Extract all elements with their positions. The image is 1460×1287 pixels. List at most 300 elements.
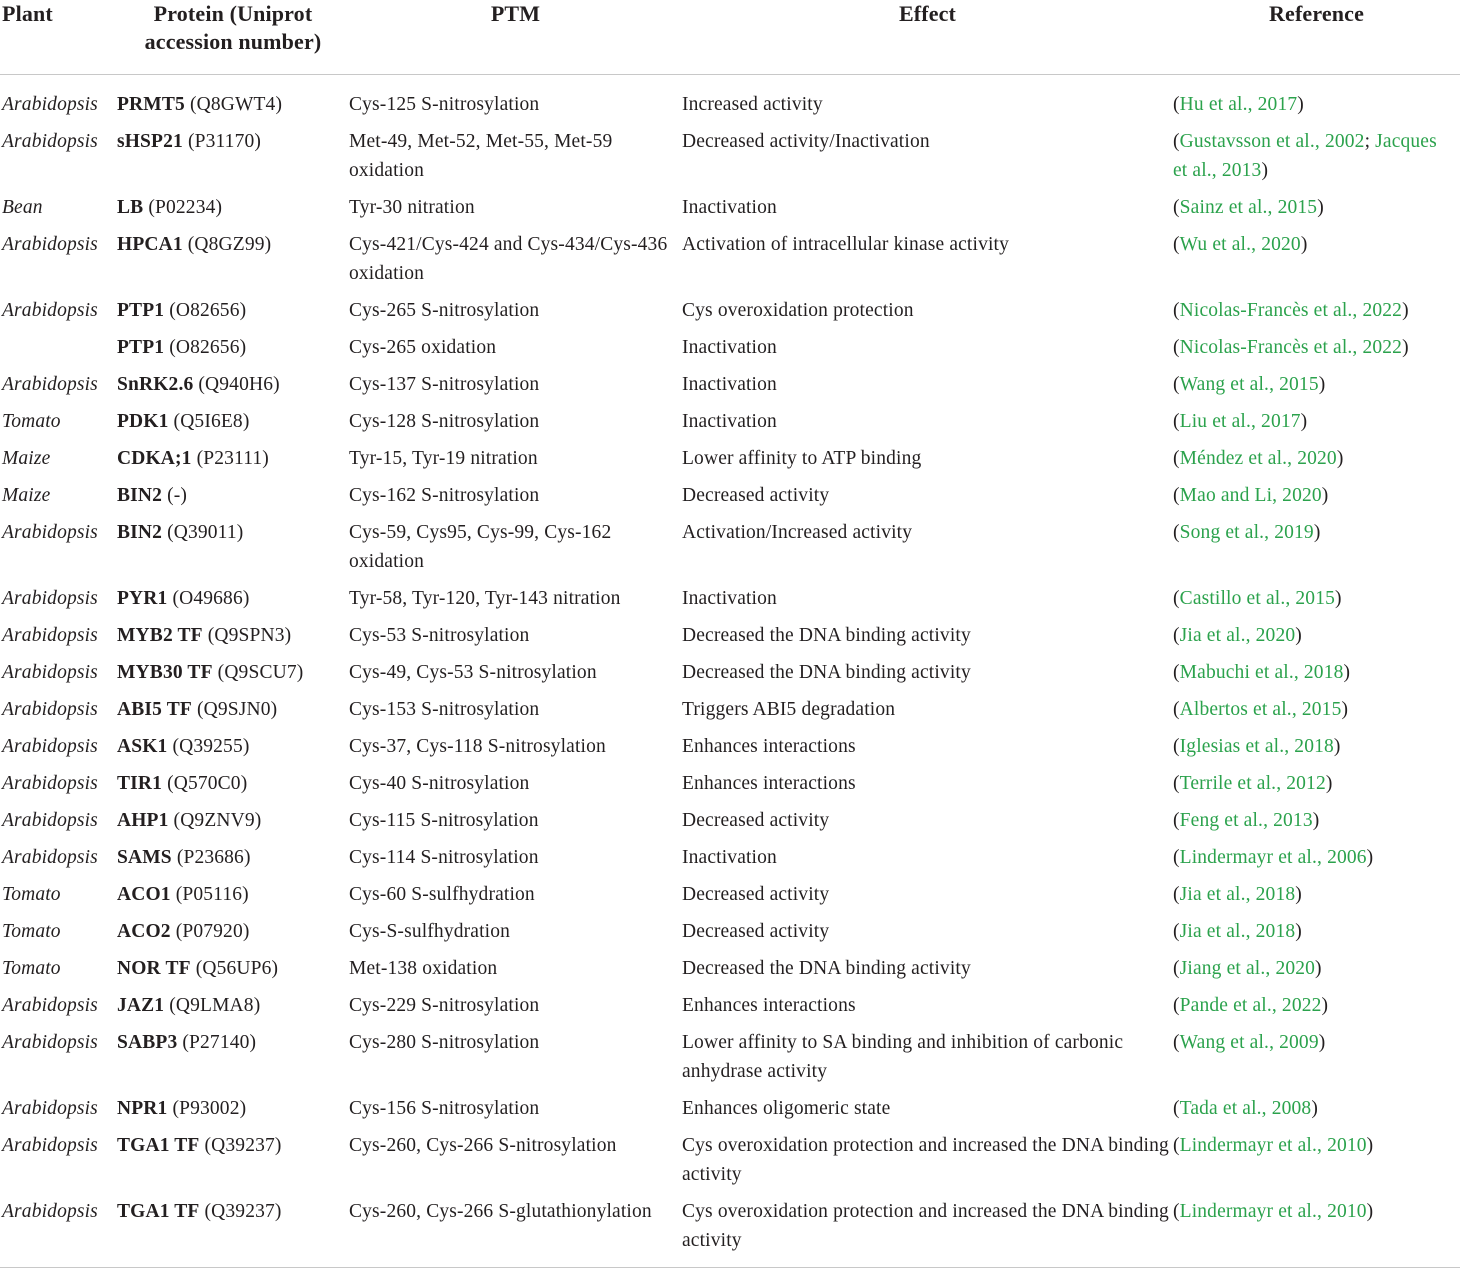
accession-number: (Q8GWT4)	[189, 94, 283, 115]
ref-close-paren: )	[1297, 94, 1304, 115]
accession-number: (O82656)	[169, 300, 247, 321]
protein-name: PDK1	[117, 411, 169, 432]
ref-open-paren: (	[1173, 884, 1180, 905]
reference-cell	[1173, 1193, 1460, 1268]
ptm-cell: Cys-59, Cys95, Cys-99, Cys-162 oxidation	[349, 522, 612, 572]
plant-cell: Arabidopsis	[2, 588, 98, 609]
protein-cell	[117, 765, 349, 802]
plant-cell: Arabidopsis	[2, 234, 98, 255]
effect-cell: Activation of intracellular kinase activity	[682, 234, 1010, 255]
protein-cell	[117, 691, 349, 728]
plant-cell: Arabidopsis	[0, 1193, 117, 1268]
protein-name: NOR TF	[117, 958, 191, 979]
plant-cell: Arabidopsis	[2, 847, 98, 868]
protein-name: LB	[117, 197, 144, 218]
plant-cell: Arabidopsis	[2, 736, 98, 757]
reference-cell	[1173, 1127, 1460, 1193]
ptm-cell: Cys-421/Cys-424 and Cys-434/Cys-436 oxidation	[349, 234, 668, 284]
citation-link[interactable]: Wang et al., 2015	[1179, 374, 1319, 395]
reference-cell	[1173, 189, 1460, 226]
plant-cell: Maize	[2, 485, 51, 506]
table-body	[0, 75, 1460, 1268]
citation-link[interactable]: Jia et al., 2018	[1179, 921, 1296, 942]
ref-open-paren: (	[1173, 448, 1180, 469]
accession-number: (Q8GZ99)	[187, 234, 272, 255]
ptm-cell: Cys-156 S-nitrosylation	[349, 1098, 540, 1119]
table-row	[0, 1127, 1460, 1193]
ref-close-paren: )	[1402, 300, 1409, 321]
effect-cell: Inactivation	[682, 374, 777, 395]
table-row	[0, 403, 1460, 440]
ref-open-paren: (	[1173, 847, 1180, 868]
accession-number: (Q9ZNV9)	[173, 810, 262, 831]
ref-close-paren: )	[1341, 699, 1349, 720]
ref-close-paren: )	[1366, 847, 1374, 868]
ptm-cell: Cys-162 S-nitrosylation	[349, 485, 540, 506]
citation-link[interactable]: Iglesias et al., 2018	[1179, 736, 1334, 757]
citation-link[interactable]: Sainz et al., 2015	[1179, 197, 1318, 218]
accession-number: (Q570C0)	[167, 773, 248, 794]
table-row	[0, 617, 1460, 654]
protein-name: JAZ1	[117, 995, 165, 1016]
protein-cell	[117, 617, 349, 654]
effect-cell: Enhances interactions	[682, 773, 856, 794]
ref-close-paren: )	[1318, 374, 1326, 395]
ref-close-paren: )	[1300, 234, 1308, 255]
table-row	[0, 440, 1460, 477]
table-row	[0, 366, 1460, 403]
ref-close-paren: )	[1300, 411, 1308, 432]
plant-cell: Arabidopsis	[2, 810, 98, 831]
plant-cell: Arabidopsis	[2, 1098, 98, 1119]
protein-cell	[117, 1127, 349, 1193]
protein-cell	[117, 987, 349, 1024]
citation-link[interactable]: Albertos et al., 2015	[1179, 699, 1342, 720]
ref-close-paren: )	[1317, 197, 1324, 218]
reference-cell	[1173, 987, 1460, 1024]
effect-cell: Decreased activity	[682, 884, 830, 905]
ref-close-paren: )	[1295, 625, 1302, 646]
ref-open-paren: (	[1173, 337, 1180, 358]
ref-open-paren: (	[1173, 736, 1180, 757]
ref-open-paren: (	[1173, 94, 1180, 115]
table-row	[0, 1090, 1460, 1127]
ref-open-paren: (	[1173, 522, 1180, 543]
header-protein-line2: accession number)	[144, 29, 322, 54]
ref-open-paren: (	[1173, 625, 1180, 646]
plant-cell: Arabidopsis	[2, 625, 98, 646]
reference-cell	[1173, 913, 1460, 950]
protein-cell	[117, 580, 349, 617]
plant-cell: Arabidopsis	[2, 1032, 98, 1053]
protein-name: NPR1	[117, 1098, 168, 1119]
ptm-cell: Cys-137 S-nitrosylation	[349, 374, 540, 395]
ref-close-paren: )	[1315, 958, 1322, 979]
protein-name: PYR1	[117, 588, 168, 609]
ref-close-paren: )	[1366, 1201, 1374, 1222]
accession-number: (Q39237)	[204, 1201, 282, 1222]
plant-cell: Arabidopsis	[2, 522, 98, 543]
table-row	[0, 876, 1460, 913]
protein-cell	[117, 1024, 349, 1090]
protein-cell	[117, 189, 349, 226]
protein-name: ACO1	[117, 884, 171, 905]
reference-cell	[1173, 75, 1460, 124]
protein-cell	[117, 950, 349, 987]
accession-number: (P27140)	[182, 1032, 257, 1053]
citation-link[interactable]: Nicolas-Francès et al., 2022	[1179, 337, 1403, 358]
protein-name: BIN2	[117, 485, 163, 506]
plant-cell: Maize	[2, 448, 51, 469]
ref-close-paren: )	[1321, 485, 1329, 506]
ref-open-paren: (	[1173, 773, 1180, 794]
table-row	[0, 691, 1460, 728]
reference-cell	[1173, 292, 1460, 329]
ptm-cell: Cys-40 S-nitrosylation	[349, 773, 530, 794]
protein-name: SnRK2.6	[117, 374, 194, 395]
reference-cell	[1173, 477, 1460, 514]
protein-cell	[117, 403, 349, 440]
ptm-cell: Cys-115 S-nitrosylation	[349, 810, 539, 831]
ref-open-paren: (	[1173, 1135, 1180, 1156]
effect-cell: Decreased the DNA binding activity	[682, 662, 971, 683]
accession-number: (Q39011)	[167, 522, 244, 543]
table-row	[0, 580, 1460, 617]
table-row	[0, 123, 1460, 189]
header-effect: Effect	[682, 0, 1173, 75]
plant-cell: Arabidopsis	[2, 773, 98, 794]
accession-number: (Q940H6)	[198, 374, 280, 395]
reference-cell	[1173, 839, 1460, 876]
plant-cell: Arabidopsis	[2, 374, 98, 395]
protein-name: MYB30 TF	[117, 662, 213, 683]
citation-link[interactable]: Lindermayr et al., 2010	[1179, 1201, 1367, 1222]
citation-link-2[interactable]: Jacques et al., 2013	[1173, 131, 1437, 181]
reference-cell	[1173, 802, 1460, 839]
reference-cell	[1173, 1090, 1460, 1127]
protein-name: PRMT5	[117, 94, 185, 115]
ref-open-paren: (	[1173, 197, 1180, 218]
ref-open-paren: (	[1173, 810, 1180, 831]
protein-cell	[117, 654, 349, 691]
ptm-cell: Cys-265 oxidation	[349, 337, 497, 358]
ptm-cell: Cys-114 S-nitrosylation	[349, 847, 539, 868]
table-row	[0, 189, 1460, 226]
ptm-cell: Cys-265 S-nitrosylation	[349, 300, 540, 321]
citation-link[interactable]: Méndez et al., 2020	[1179, 448, 1337, 469]
protein-cell	[117, 1090, 349, 1127]
citation-link[interactable]: Wang et al., 2009	[1179, 1032, 1319, 1053]
citation-link[interactable]: Song et al., 2019	[1179, 522, 1314, 543]
ref-open-paren: (	[1173, 411, 1180, 432]
ref-open-paren: (	[1173, 995, 1180, 1016]
effect-cell: Decreased activity	[682, 810, 830, 831]
table-row	[0, 950, 1460, 987]
effect-cell: Enhances interactions	[682, 995, 856, 1016]
effect-cell: Inactivation	[682, 197, 777, 218]
reference-cell	[1173, 514, 1460, 580]
ptm-cell: Tyr-30 nitration	[349, 197, 475, 218]
ref-close-paren: )	[1312, 810, 1320, 831]
effect-cell: Cys overoxidation protection and increased the DNA binding activity	[682, 1135, 1169, 1185]
ref-open-paren: (	[1173, 1032, 1180, 1053]
citation-link[interactable]: Jia et al., 2018	[1179, 884, 1296, 905]
ptm-cell: Cys-229 S-nitrosylation	[349, 995, 540, 1016]
citation-link[interactable]: Feng et al., 2013	[1179, 810, 1313, 831]
protein-name: ABI5 TF	[117, 699, 192, 720]
effect-cell: Decreased the DNA binding activity	[682, 958, 971, 979]
accession-number: (O49686)	[172, 588, 250, 609]
ptm-cell: Cys-260, Cys-266 S-nitrosylation	[349, 1135, 617, 1156]
accession-number: (P23686)	[176, 847, 251, 868]
protein-cell	[117, 440, 349, 477]
plant-cell: Tomato	[2, 958, 61, 979]
table-row	[0, 1193, 1460, 1268]
citation-link[interactable]: Nicolas-Francès et al., 2022	[1179, 300, 1403, 321]
ref-close-paren: )	[1311, 1098, 1318, 1119]
protein-name: CDKA;1	[117, 448, 192, 469]
accession-number: (P07920)	[175, 921, 250, 942]
plant-cell: Arabidopsis	[2, 1135, 98, 1156]
plant-cell: Tomato	[2, 884, 61, 905]
accession-number: (Q39237)	[204, 1135, 282, 1156]
table-row	[0, 329, 1460, 366]
effect-cell: Increased activity	[682, 94, 823, 115]
table-row	[0, 226, 1460, 292]
table-row	[0, 802, 1460, 839]
effect-cell: Cys overoxidation protection and increased the DNA binding activity	[682, 1193, 1173, 1268]
ptm-cell: Cys-128 S-nitrosylation	[349, 411, 540, 432]
protein-cell	[117, 477, 349, 514]
plant-cell: Arabidopsis	[2, 699, 98, 720]
reference-cell	[1173, 123, 1460, 189]
effect-cell: Triggers ABI5 degradation	[682, 699, 896, 720]
ptm-cell: Cys-60 S-sulfhydration	[349, 884, 535, 905]
reference-cell	[1173, 580, 1460, 617]
protein-cell	[117, 839, 349, 876]
header-ptm: PTM	[349, 0, 682, 75]
ptm-cell: Cys-49, Cys-53 S-nitrosylation	[349, 662, 597, 683]
protein-cell	[117, 802, 349, 839]
reference-cell	[1173, 226, 1460, 292]
ref-close-paren: )	[1333, 736, 1341, 757]
ref-open-paren: (	[1173, 485, 1180, 506]
citation-link[interactable]: Tada et al., 2008	[1179, 1098, 1312, 1119]
effect-cell: Inactivation	[682, 588, 777, 609]
citation-link[interactable]: Jia et al., 2020	[1179, 625, 1296, 646]
accession-number: (Q9LMA8)	[169, 995, 261, 1016]
header-reference: Reference	[1173, 0, 1460, 75]
ref-open-paren: (	[1173, 1098, 1180, 1119]
protein-name: SAMS	[117, 847, 172, 868]
ptm-cell: Cys-53 S-nitrosylation	[349, 625, 530, 646]
protein-name: sHSP21	[117, 131, 183, 152]
table-row	[0, 987, 1460, 1024]
ref-open-paren: (	[1173, 699, 1180, 720]
protein-cell	[117, 728, 349, 765]
accession-number: (P93002)	[172, 1098, 247, 1119]
header-plant: Plant	[0, 0, 117, 75]
plant-cell: Arabidopsis	[2, 995, 98, 1016]
citation-separator: ;	[1364, 131, 1376, 152]
citation-link[interactable]: Liu et al., 2017	[1179, 411, 1301, 432]
ref-open-paren: (	[1173, 374, 1180, 395]
plant-cell: Tomato	[2, 921, 61, 942]
table-row	[0, 75, 1460, 124]
effect-cell: Cys overoxidation protection	[682, 300, 914, 321]
ref-close-paren: )	[1336, 448, 1344, 469]
effect-cell: Enhances oligomeric state	[682, 1098, 891, 1119]
ptm-cell: Cys-280 S-nitrosylation	[349, 1032, 540, 1053]
ref-close-paren: )	[1295, 884, 1302, 905]
ref-close-paren: )	[1366, 1135, 1374, 1156]
protein-cell	[117, 366, 349, 403]
table-row	[0, 514, 1460, 580]
reference-cell	[1173, 617, 1460, 654]
accession-number: (O82656)	[169, 337, 247, 358]
protein-cell	[117, 1193, 349, 1268]
ref-close-paren: )	[1313, 522, 1321, 543]
citation-link[interactable]: Wu et al., 2020	[1179, 234, 1301, 255]
plant-cell: Bean	[2, 197, 43, 218]
protein-name: HPCA1	[117, 234, 183, 255]
ref-close-paren: )	[1295, 921, 1302, 942]
ref-close-paren: )	[1325, 773, 1333, 794]
ref-open-paren: (	[1173, 958, 1180, 979]
table-header-row	[0, 0, 1460, 75]
plant-cell: Arabidopsis	[2, 300, 98, 321]
ref-close-paren: )	[1318, 1032, 1326, 1053]
protein-cell	[117, 913, 349, 950]
reference-cell	[1173, 654, 1460, 691]
ref-open-paren: (	[1173, 1201, 1180, 1222]
ptm-cell: Tyr-58, Tyr-120, Tyr-143 nitration	[349, 588, 621, 609]
table-row	[0, 1024, 1460, 1090]
protein-name: ACO2	[117, 921, 171, 942]
protein-cell	[117, 514, 349, 580]
protein-cell	[117, 292, 349, 329]
protein-name: TGA1 TF	[117, 1135, 200, 1156]
accession-number: (Q39255)	[172, 736, 250, 757]
effect-cell: Inactivation	[682, 337, 777, 358]
ref-close-paren: )	[1335, 588, 1342, 609]
plant-cell: Arabidopsis	[2, 94, 98, 115]
protein-cell	[117, 876, 349, 913]
citation-link[interactable]: Hu et al., 2017	[1179, 94, 1298, 115]
reference-cell	[1173, 876, 1460, 913]
reference-cell	[1173, 1024, 1460, 1090]
protein-cell	[117, 123, 349, 189]
ref-open-paren: (	[1173, 588, 1180, 609]
citation-link[interactable]: Jiang et al., 2020	[1179, 958, 1316, 979]
table-row	[0, 654, 1460, 691]
header-protein	[117, 0, 349, 75]
plant-cell: Tomato	[2, 411, 61, 432]
accession-number: (P31170)	[187, 131, 262, 152]
ptm-cell: Met-49, Met-52, Met-55, Met-59 oxidation	[349, 131, 613, 181]
reference-cell	[1173, 440, 1460, 477]
protein-cell	[117, 226, 349, 292]
protein-cell	[117, 329, 349, 366]
effect-cell: Inactivation	[682, 847, 777, 868]
accession-number: (P02234)	[148, 197, 223, 218]
ref-open-paren: (	[1173, 662, 1180, 683]
citation-link[interactable]: Gustavsson et al., 2002	[1179, 131, 1365, 152]
protein-name: ASK1	[117, 736, 168, 757]
ptm-cell: Cys-125 S-nitrosylation	[349, 94, 540, 115]
accession-number: (Q9SJN0)	[196, 699, 278, 720]
protein-name: AHP1	[117, 810, 169, 831]
ptm-cell: Cys-S-sulfhydration	[349, 921, 511, 942]
effect-cell: Decreased activity	[682, 921, 830, 942]
effect-cell: Inactivation	[682, 411, 777, 432]
effect-cell: Decreased activity	[682, 485, 830, 506]
effect-cell: Lower affinity to SA binding and inhibition of carbonic anhydrase activity	[682, 1032, 1124, 1082]
table-row	[0, 913, 1460, 950]
accession-number: (-)	[167, 485, 187, 506]
citation-link[interactable]: Lindermayr et al., 2010	[1179, 1135, 1367, 1156]
effect-cell: Decreased activity/Inactivation	[682, 131, 930, 152]
plant-cell: Arabidopsis	[2, 662, 98, 683]
ref-open-paren: (	[1173, 234, 1180, 255]
ref-close-paren: )	[1261, 160, 1269, 181]
ref-open-paren: (	[1173, 300, 1180, 321]
citation-link[interactable]: Lindermayr et al., 2006	[1179, 847, 1367, 868]
accession-number: (Q56UP6)	[195, 958, 279, 979]
ptm-cell: Cys-153 S-nitrosylation	[349, 699, 540, 720]
ptm-cell: Tyr-15, Tyr-19 nitration	[349, 448, 538, 469]
accession-number: (Q9SCU7)	[217, 662, 304, 683]
protein-name: TGA1 TF	[117, 1201, 200, 1222]
ref-close-paren: )	[1321, 995, 1329, 1016]
ref-open-paren: (	[1173, 921, 1180, 942]
reference-cell	[1173, 728, 1460, 765]
table-row	[0, 292, 1460, 329]
ptm-cell: Cys-37, Cys-118 S-nitrosylation	[349, 736, 606, 757]
accession-number: (P23111)	[196, 448, 269, 469]
effect-cell: Lower affinity to ATP binding	[682, 448, 922, 469]
effect-cell: Enhances interactions	[682, 736, 856, 757]
table-row	[0, 839, 1460, 876]
accession-number: (Q5I6E8)	[173, 411, 250, 432]
effect-cell: Activation/Increased activity	[682, 522, 913, 543]
plant-cell	[0, 329, 117, 366]
reference-cell	[1173, 403, 1460, 440]
reference-cell	[1173, 765, 1460, 802]
reference-cell	[1173, 950, 1460, 987]
citation-link[interactable]: Pande et al., 2022	[1179, 995, 1322, 1016]
reference-cell	[1173, 691, 1460, 728]
citation-link[interactable]: Mabuchi et al., 2018	[1179, 662, 1344, 683]
effect-cell: Decreased the DNA binding activity	[682, 625, 971, 646]
table-row	[0, 477, 1460, 514]
ptm-cell: Cys-260, Cys-266 S-glutathionylation	[349, 1193, 682, 1268]
citation-link[interactable]: Mao and Li, 2020	[1179, 485, 1322, 506]
ref-close-paren: )	[1402, 337, 1409, 358]
accession-number: (P05116)	[175, 884, 249, 905]
table-row	[0, 728, 1460, 765]
reference-cell	[1173, 366, 1460, 403]
protein-name: TIR1	[117, 773, 163, 794]
protein-cell	[117, 75, 349, 124]
protein-name: BIN2	[117, 522, 163, 543]
table-row	[0, 765, 1460, 802]
protein-name: SABP3	[117, 1032, 178, 1053]
ref-open-paren: (	[1173, 131, 1180, 152]
citation-link[interactable]: Terrile et al., 2012	[1179, 773, 1326, 794]
citation-link[interactable]: Castillo et al., 2015	[1179, 588, 1335, 609]
plant-cell: Arabidopsis	[2, 131, 98, 152]
